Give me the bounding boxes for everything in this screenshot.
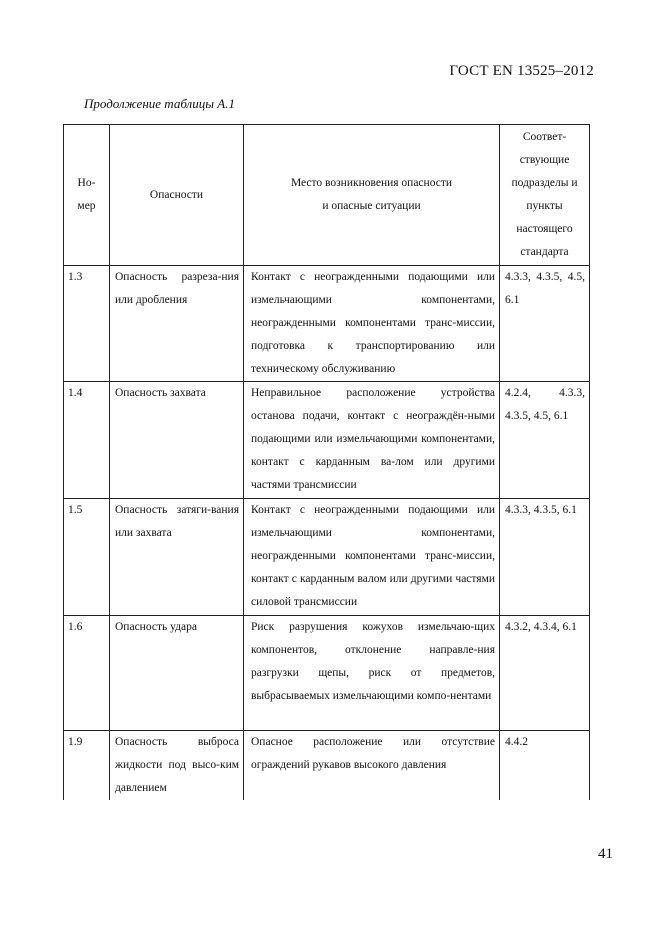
- header-hazard: Опасности: [110, 125, 244, 266]
- row-clauses: 4.3.3, 4.3.5, 6.1: [500, 499, 590, 616]
- row-hazard: Опасность захвата: [110, 382, 244, 499]
- row-hazard: Опасность выброса жидкости под высо-ким давлением: [110, 731, 244, 801]
- table-row: [64, 731, 590, 801]
- row-hazard: Опасность затяги-вания или захвата: [110, 499, 244, 616]
- table-caption: Продолжение таблицы А.1: [84, 96, 235, 111]
- row-clauses: 4.2.4, 4.3.3, 4.3.5, 4.5, 6.1: [500, 382, 590, 499]
- header-clauses: Соответ- ствующие подразделы и пункты настоящего стандарта: [500, 125, 590, 266]
- table-row: [64, 499, 590, 616]
- header-location: Место возникновения опасности и опасные ситуации: [244, 125, 500, 266]
- row-clauses: 4.3.3, 4.3.5, 4.5, 6.1: [500, 266, 590, 382]
- standard-code: ГОСТ EN 13525–2012: [449, 63, 594, 79]
- table-row: [64, 266, 590, 382]
- page-number: 41: [598, 846, 613, 862]
- hazards-table: [63, 124, 590, 800]
- row-number: 1.4: [64, 382, 110, 499]
- row-number: 1.5: [64, 499, 110, 616]
- row-hazard: Опасность разреза-ния или дробления: [110, 266, 244, 382]
- row-clauses: 4.3.2, 4.3.4, 6.1: [500, 616, 590, 731]
- table-row: [64, 382, 590, 499]
- row-location: Риск разрушения кожухов измельчаю-щих компонентов, отклонение направле-ния разгрузки щепы, риск от предметов, выбрасываемых измельчающими компо-нентами: [244, 616, 500, 731]
- row-location: Контакт с неогражденными подающими или измельчающими компонентами, неогражденными компонентами транс-миссии, контакт с карданным валом или другими частями силовой трансмиссии: [244, 499, 500, 616]
- row-number: 1.6: [64, 616, 110, 731]
- row-location: Неправильное расположение устройства останова подачи, контакт с неограждён-ными подающими или измельчающими компонентами, контакт с карданным ва-лом или другими частями трансмиссии: [244, 382, 500, 499]
- table-header-row: [64, 125, 590, 266]
- row-location: Контакт с неогражденными подающими или измельчающими компонентами, неогражденными компонентами транс-миссии, подготовка к транспортированию или техническому обслуживанию: [244, 266, 500, 382]
- row-location: Опасное расположение или отсутствие ограждений рукавов высокого давления: [244, 731, 500, 801]
- row-hazard: Опасность удара: [110, 616, 244, 731]
- row-number: 1.3: [64, 266, 110, 382]
- table-row: [64, 616, 590, 731]
- row-clauses: 4.4.2: [500, 731, 590, 801]
- row-number: 1.9: [64, 731, 110, 801]
- header-number: Но- мер: [64, 125, 110, 266]
